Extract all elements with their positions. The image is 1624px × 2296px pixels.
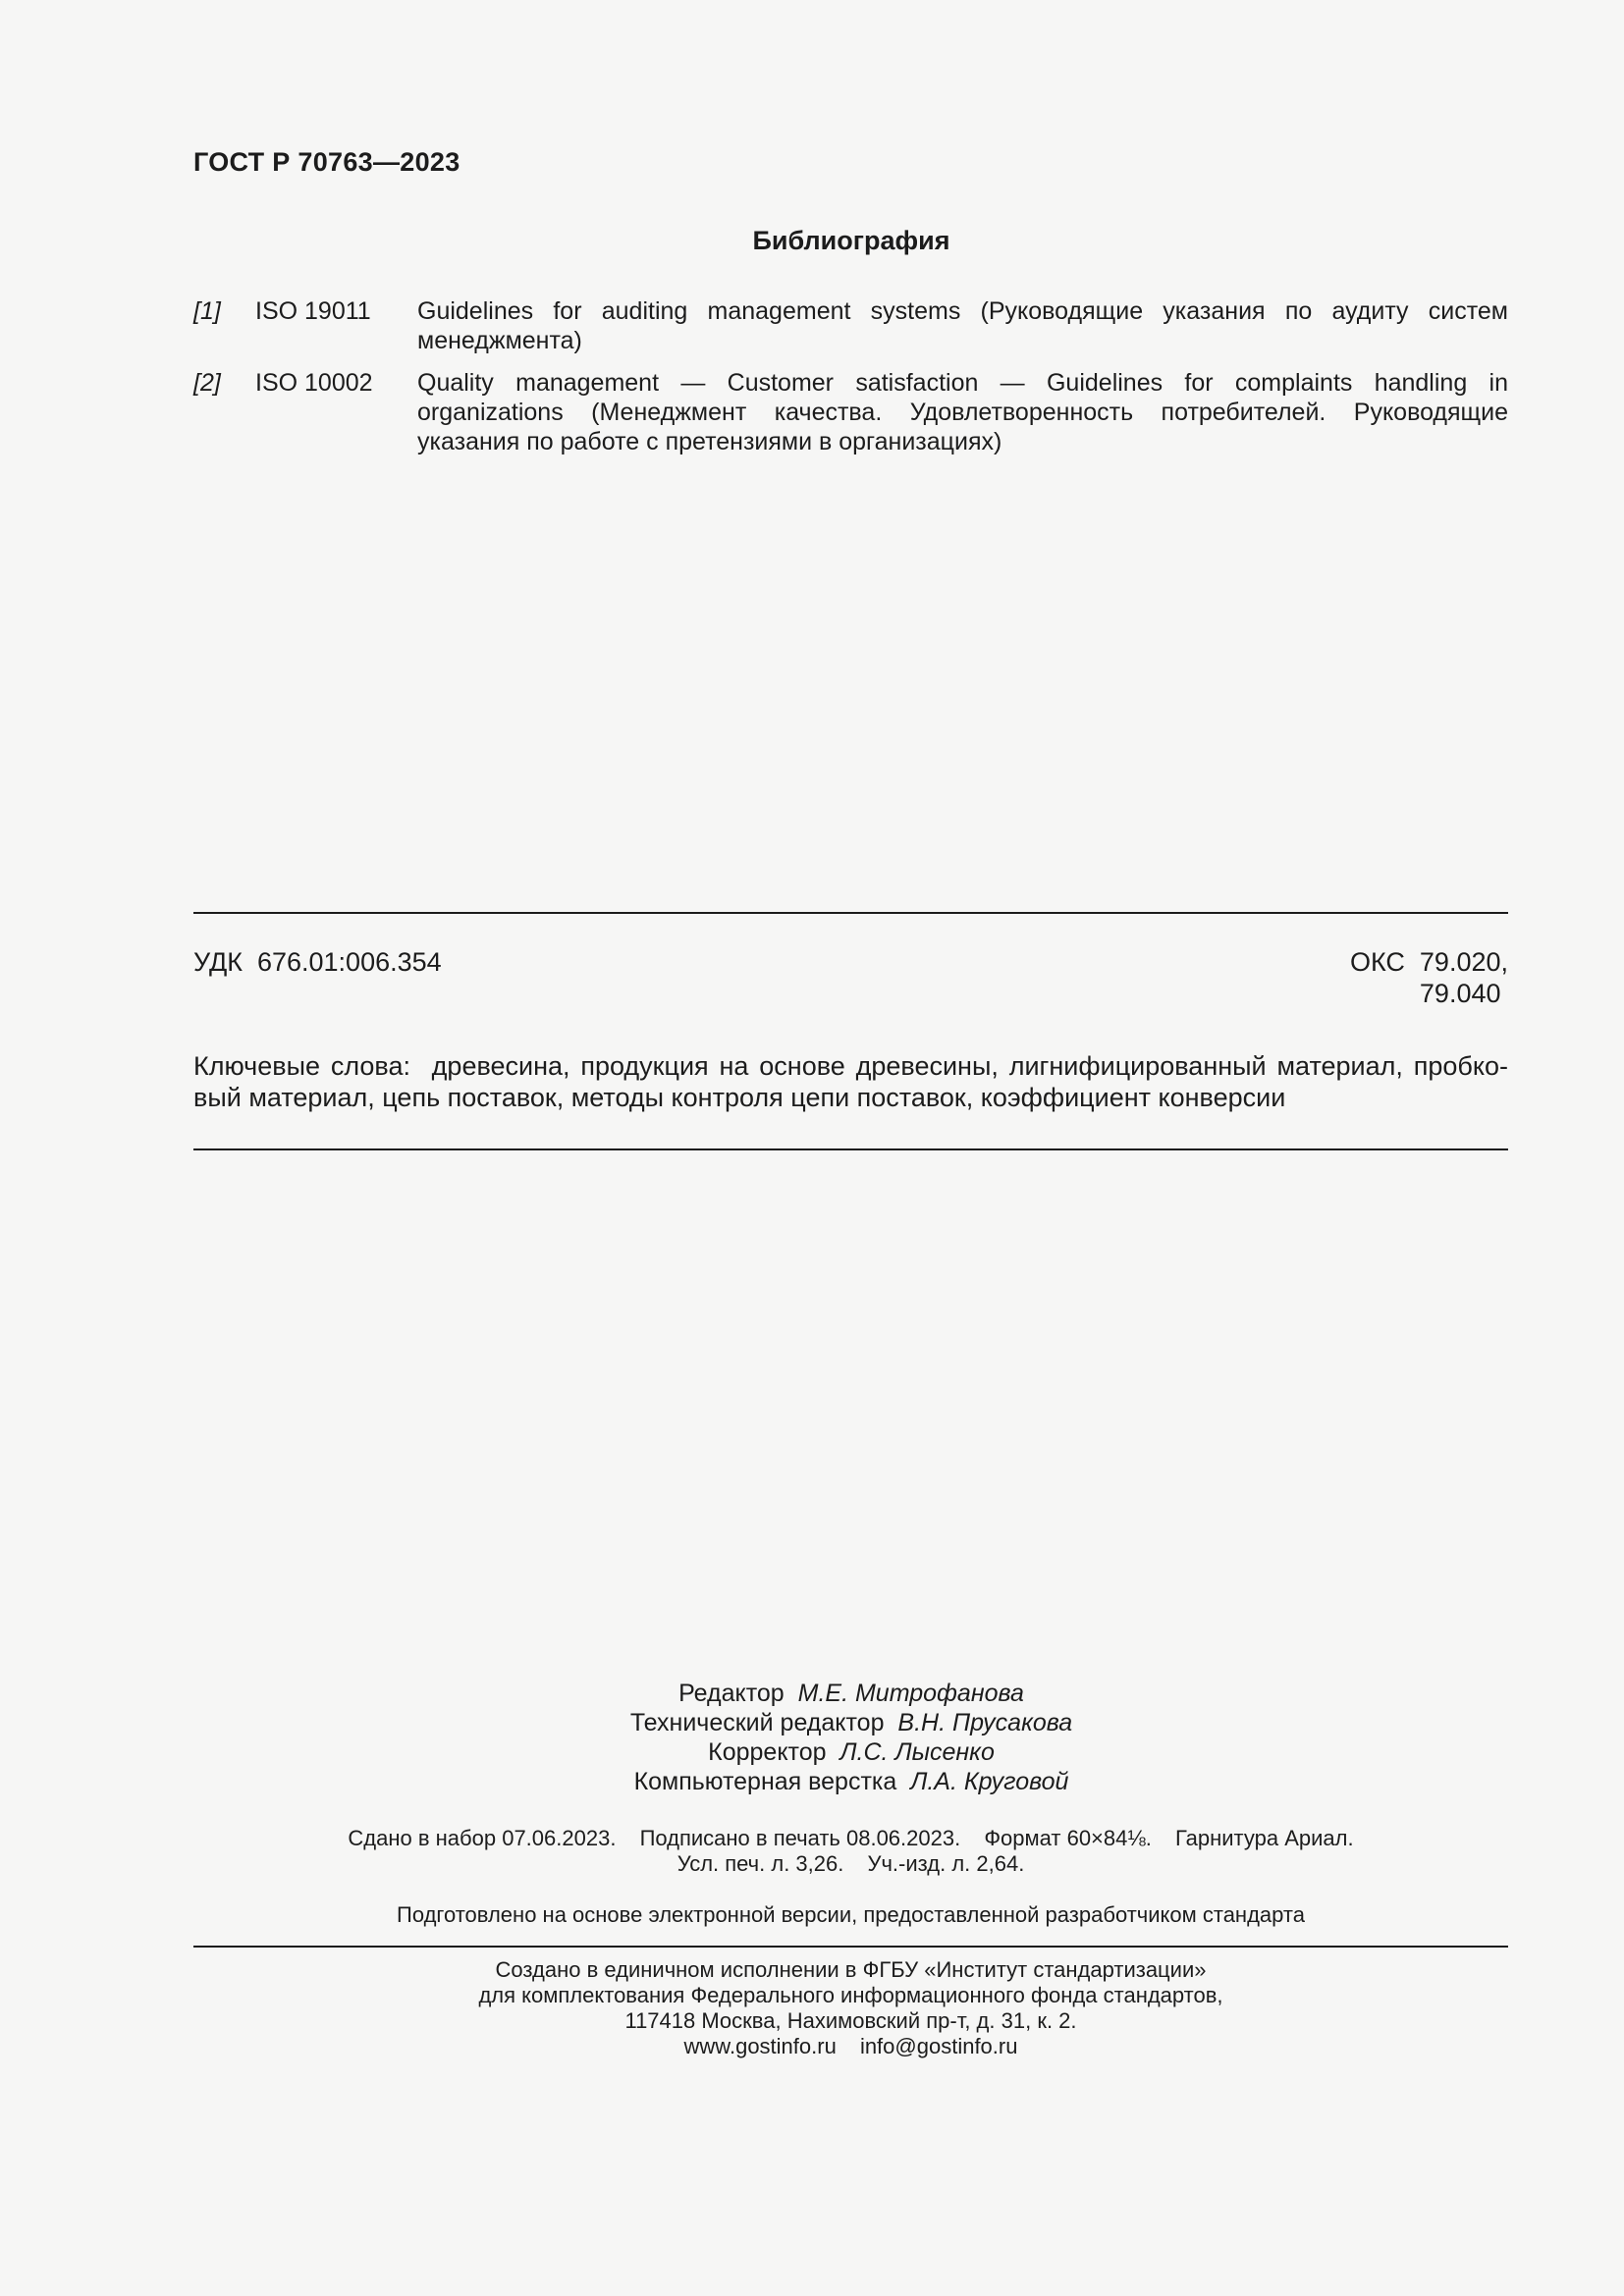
credit-line xyxy=(0,1679,1624,1708)
document-header: ГОСТ Р 70763—2023 xyxy=(193,147,460,177)
print-signed: Подписано в печать 08.06.2023. xyxy=(639,1826,961,1850)
credit-line xyxy=(0,1767,1624,1796)
print-publisher-sheets: Уч.-изд. л. 2,64. xyxy=(867,1851,1025,1876)
print-sheets: Усл. печ. л. 3,26. xyxy=(677,1851,844,1876)
divider-publisher xyxy=(193,1946,1508,1948)
print-info-line xyxy=(193,1851,1508,1877)
email-link[interactable]: info@gostinfo.ru xyxy=(859,2034,1018,2058)
credit-name: Л.А. Круговой xyxy=(910,1768,1069,1795)
keywords xyxy=(193,1050,1508,1113)
credit-role: Корректор xyxy=(708,1738,827,1766)
keywords-text: древесина, продукция на основе древесины, лигнифицированный материал, пробко-вый материал, цепь поставок, методы контроля цепи поставок, коэффициент конверсии xyxy=(193,1051,1508,1112)
ref-code: ISO 10002 xyxy=(255,369,373,397)
publisher-contacts xyxy=(193,2034,1508,2059)
ref-text: Guidelines for auditing management systems (Руководящие указания по аудиту систем менеджмента) xyxy=(417,297,1508,354)
credit-role: Компьютерная верстка xyxy=(633,1768,897,1795)
publisher-block xyxy=(193,1957,1508,2059)
credit-name: Л.С. Лысенко xyxy=(839,1738,995,1766)
credits-block xyxy=(0,1679,1624,1796)
ref-text: Quality management — Customer satisfaction — Guidelines for complaints handling in organizations (Менеджмент качества. Удовлетворенность потребителей. Руководящие указания по работе с претензиями в организациях) xyxy=(417,369,1508,455)
keywords-label: Ключевые слова: xyxy=(193,1051,410,1081)
credit-line xyxy=(0,1708,1624,1737)
ref-number: [1] xyxy=(193,297,221,325)
oks-code xyxy=(1350,946,1508,1009)
udk-value: 676.01:006.354 xyxy=(256,947,442,977)
ref-code: ISO 19011 xyxy=(255,297,371,325)
publisher-line: Создано в единичном исполнении в ФГБУ «Институт стандартизации» xyxy=(495,1957,1207,1982)
publisher-address: 117418 Москва, Нахимовский пр-т, д. 31, к. 2. xyxy=(624,2008,1077,2033)
oks-value: 79.020, xyxy=(1419,947,1508,977)
credit-name: В.Н. Прусакова xyxy=(897,1709,1073,1736)
divider-top xyxy=(193,912,1508,914)
print-info-line xyxy=(193,1826,1508,1851)
website-link[interactable]: www.gostinfo.ru xyxy=(683,2034,837,2058)
credit-role: Технический редактор xyxy=(629,1709,885,1736)
divider-keywords xyxy=(193,1148,1508,1150)
credit-name: М.Е. Митрофанова xyxy=(797,1680,1024,1707)
print-info xyxy=(193,1826,1508,1877)
prepared-note: Подготовлено на основе электронной версии, предоставленной разработчиком стандарта xyxy=(397,1902,1305,1927)
udk-code xyxy=(193,946,442,978)
print-format: Формат 60×84⅛. xyxy=(984,1826,1152,1850)
print-submitted: Сдано в набор 07.06.2023. xyxy=(348,1826,617,1850)
udk-label: УДК xyxy=(193,947,243,977)
credit-line xyxy=(0,1737,1624,1767)
oks-value: 79.040 xyxy=(1419,979,1501,1008)
bibliography-title: Библиография xyxy=(752,226,950,255)
ref-number: [2] xyxy=(193,369,221,397)
print-typeface: Гарнитура Ариал. xyxy=(1174,1826,1354,1850)
oks-label: ОКС xyxy=(1349,947,1405,977)
publisher-line: для комплектования Федерального информационного фонда стандартов, xyxy=(478,1983,1223,2007)
credit-role: Редактор xyxy=(678,1680,785,1707)
